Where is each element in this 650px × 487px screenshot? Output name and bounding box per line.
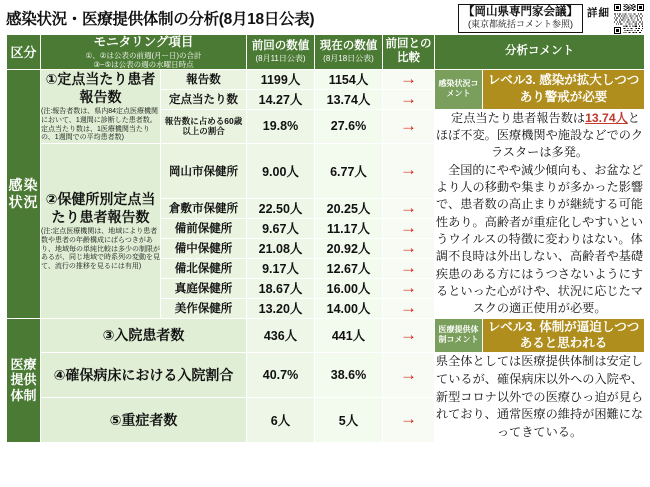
expert-meeting-note: (東京都統括コメント参照) (468, 19, 573, 30)
item-2-row-4-compare (383, 258, 435, 278)
item-3-compare (383, 318, 435, 353)
item-2-row-3-label: 備中保健所 (161, 238, 247, 258)
item-2-row-5-curr: 16.00人 (315, 278, 383, 298)
item-2-row-5-compare (383, 278, 435, 298)
infection-comment-tag: 感染状況コメント (435, 69, 483, 109)
expert-meeting-box (458, 4, 583, 33)
monitoring-note-2: ③~⑤は公表の週の水曜日時点 (93, 59, 194, 69)
item-5-title: ⑤重症者数 (41, 398, 247, 443)
item-2-row-2-prev: 9.67人 (247, 218, 315, 238)
section-label-medical-text: 医療提供体制 (10, 356, 37, 403)
infection-comment-body (435, 109, 645, 318)
monitoring-title: モニタリング項目 (93, 35, 194, 49)
medical-level-text: レベル3. 体制が逼迫しつつあると思われる (483, 318, 645, 353)
arrow-icon: → (400, 364, 418, 384)
item-4-compare (383, 353, 435, 398)
item-1-note: (注:報告者数は、県内84定点医療機関において、1週間に診断した患者数。定点当たり数は、1医療機関当たりの、1週間での平均患者数) (41, 108, 159, 142)
item-2-note: (注:定点医療機関は、地域により患者数や患者の年齢構成にばらつきがあり、地域毎の単純比較は多少の制限があるが、同じ地域で時系列の変動を見て、流行の推移を見るには有用) (41, 228, 160, 271)
item-2-row-4-curr: 12.67人 (315, 258, 383, 278)
item-1-row-2-compare (383, 109, 435, 143)
col-header-compare: 前回との比較 (383, 35, 435, 70)
col-header-kubun: 区分 (7, 35, 41, 70)
item-1-row-1-compare (383, 89, 435, 109)
item-2-row-0-label: 岡山市保健所 (161, 144, 247, 199)
prev-count-label: 前回の数値 (251, 40, 310, 53)
item-3-title: ③入院患者数 (41, 318, 247, 353)
item-2-row-3-curr: 20.92人 (315, 238, 383, 258)
item-1-row-1-curr: 13.74人 (315, 89, 383, 109)
item-2-row-2-label: 備前保健所 (161, 218, 247, 238)
table-row (7, 69, 645, 89)
item-3-curr: 441人 (315, 318, 383, 353)
item-1-row-1-label: 定点当たり数 (161, 89, 247, 109)
item-2-row-5-prev: 18.67人 (247, 278, 315, 298)
item-2-row-1-compare (383, 198, 435, 218)
item-2-row-6-curr: 14.00人 (315, 298, 383, 318)
item-2-row-6-label: 美作保健所 (161, 298, 247, 318)
section-label-medical (7, 318, 41, 442)
item-1-row-0-compare (383, 69, 435, 89)
item-5-curr: 5人 (315, 398, 383, 443)
item-2-row-1-curr: 20.25人 (315, 198, 383, 218)
item-2-row-4-prev: 9.17人 (247, 258, 315, 278)
expert-meeting-title: 【岡山県専門家会議】 (463, 6, 578, 18)
item-1-row-1-prev: 14.27人 (247, 89, 315, 109)
item-4-prev: 40.7% (247, 353, 315, 398)
arrow-icon: → (400, 197, 418, 217)
monitoring-note-1: ①、②は公表の前週(月ー日)の合計 (85, 50, 202, 60)
item-2-row-1-label: 倉敷市保健所 (161, 198, 247, 218)
detail-label: 詳細 (587, 7, 610, 19)
arrow-icon: → (400, 88, 418, 108)
item-2-row-1-prev: 22.50人 (247, 198, 315, 218)
arrow-icon: → (400, 115, 418, 135)
curr-count-note: (8月18日公表) (323, 53, 374, 63)
medical-comment-tag: 医療提供体制コメント (435, 318, 483, 353)
item-5-prev: 6人 (247, 398, 315, 443)
arrow-icon: → (400, 68, 418, 88)
infection-comment-p1-post: とほぼ不変。医療機関や施設などでのクラスターは多発。 (435, 110, 644, 160)
col-header-comment: 分析コメント (435, 35, 645, 70)
item-3-prev: 436人 (247, 318, 315, 353)
detail-link[interactable] (587, 4, 610, 20)
item-4-curr: 38.6% (315, 353, 383, 398)
item-2-row-6-compare (383, 298, 435, 318)
item-2-row-2-compare (383, 218, 435, 238)
infection-comment-p2: 全国的にやや減少傾向も、お盆などより人の移動や集まりが多かった影響で、患者数の高止まりが継続する可能性あり。高齢者が重症化しやすいというウイルスの特徴に変わりはない。体調不良時は外出しない、高齢者や基礎疾患のある方にはうつさないようにするといった心がけや、状況に応じたマスクの適正使用が必要。 (435, 162, 644, 316)
item-2-row-5-label: 真庭保健所 (161, 278, 247, 298)
table-row (7, 353, 645, 398)
medical-comment-body: 県全体としては医療提供体制は安定しているが、確保病床以外への入院や、新型コロナ以外での医療ひっ迫が見られており、通常医療の維持が困難になってきている。 (435, 353, 645, 442)
item-2-title: ②保健所別定点当たり患者報告数 (45, 190, 156, 225)
arrow-icon: → (400, 324, 418, 344)
infection-level-text: レベル3. 感染が拡大しつつあり警戒が必要 (483, 69, 645, 109)
arrow-icon: → (400, 409, 418, 429)
col-header-prev (247, 35, 315, 70)
item-2-row-2-curr: 11.17人 (315, 218, 383, 238)
col-header-monitoring (41, 35, 247, 70)
item-1-row-0-curr: 1154人 (315, 69, 383, 89)
item-4-title: ④確保病床における入院割合 (41, 353, 247, 398)
item-2-row-0-compare (383, 144, 435, 199)
item-1-row-2-curr: 27.6% (315, 109, 383, 143)
arrow-icon: → (400, 237, 418, 257)
infection-comment-p1-number: 13.74人 (585, 110, 628, 125)
section-label-infection (7, 69, 41, 318)
item-1-row-2-label: 報告数に占める60歳以上の割合 (161, 109, 247, 143)
item-2-row-0-prev: 9.00人 (247, 144, 315, 199)
item-1-row-0-label: 報告数 (161, 69, 247, 89)
page-header (6, 4, 644, 34)
item-1-title-cell (41, 69, 161, 143)
item-1-row-2-prev: 19.8% (247, 109, 315, 143)
arrow-icon: → (400, 277, 418, 297)
item-5-compare (383, 398, 435, 443)
analysis-table (6, 34, 645, 443)
infection-comment-p1 (435, 110, 644, 162)
item-2-title-cell (41, 144, 161, 319)
arrow-icon: → (400, 160, 418, 180)
item-1-row-0-prev: 1199人 (247, 69, 315, 89)
arrow-icon: → (400, 217, 418, 237)
table-row (7, 318, 645, 353)
item-2-row-6-prev: 13.20人 (247, 298, 315, 318)
prev-count-note: (8月11日公表) (255, 53, 306, 63)
item-2-row-3-prev: 21.08人 (247, 238, 315, 258)
item-2-row-4-label: 備北保健所 (161, 258, 247, 278)
page-title: 感染状況・医療提供体制の分析(8月18日公表) (6, 11, 315, 28)
infection-comment-p1-pre: 定点当たり患者報告数は (451, 110, 586, 125)
item-1-title: ①定点当たり患者報告数 (45, 70, 156, 105)
arrow-icon: → (400, 297, 418, 317)
header-right (458, 4, 644, 34)
curr-count-label: 現在の数値 (319, 40, 378, 53)
item-2-row-0-curr: 6.77人 (315, 144, 383, 199)
col-header-curr (315, 35, 383, 70)
qr-code-icon[interactable] (614, 4, 644, 34)
arrow-icon: → (400, 257, 418, 277)
item-2-row-3-compare (383, 238, 435, 258)
section-label-infection-text: 感染状況 (8, 176, 39, 210)
